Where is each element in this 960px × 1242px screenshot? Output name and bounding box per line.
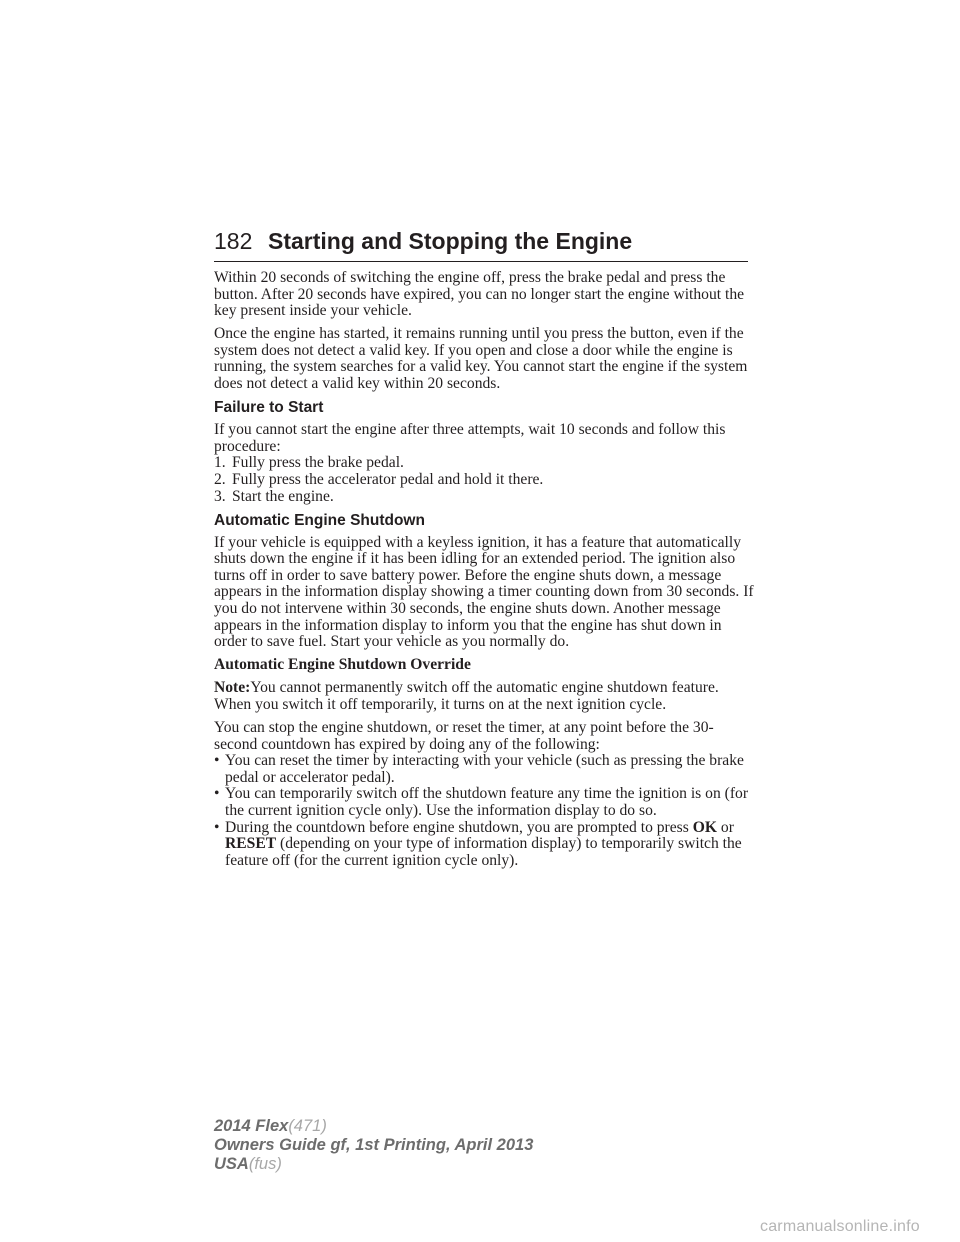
page-number: 182 xyxy=(214,228,253,254)
list-item xyxy=(214,455,754,472)
header-rule xyxy=(214,261,748,262)
bullet-icon: • xyxy=(214,752,220,770)
list-item xyxy=(214,786,754,819)
page-header xyxy=(214,228,748,262)
bullet-text-part: During the countdown before engine shutdown, you are prompted to press xyxy=(225,818,689,836)
list-item xyxy=(214,753,754,786)
step-text: Fully press the accelerator pedal and hold it there. xyxy=(232,470,544,488)
heading-automatic-engine-shutdown: Automatic Engine Shutdown xyxy=(214,511,425,529)
bullet-text: You can temporarily switch off the shutdown feature any time the ignition is on (for the current ignition cycle only). Use the information display to do so. xyxy=(225,785,749,820)
footer-line-model xyxy=(214,1117,533,1136)
ok-label: OK xyxy=(692,818,717,836)
failure-intro: If you cannot start the engine after three attempts, wait 10 seconds and follow this procedure: xyxy=(214,421,726,455)
note-label: Note: xyxy=(214,679,251,697)
watermark-link[interactable]: carmanualsonline.info xyxy=(760,1218,920,1235)
footer-line-market xyxy=(214,1155,533,1174)
paragraph-20-seconds: Within 20 seconds of switching the engine off, press the brake pedal and press the button. After 20 seconds have expired, you can no longer start the engine without the key present inside your vehicle. xyxy=(214,269,745,320)
override-options xyxy=(214,753,754,869)
list-item xyxy=(214,820,754,870)
paragraph-shutdown: If your vehicle is equipped with a keyless ignition, it has a feature that automatically shuts down the engine if it has been idling for an extended period. The ignition also turns off in order to save battery power. Before the engine shuts down, a message appears in the information display showing a timer counting down from 30 seconds. If you do not intervene within 30 seconds, the engine shuts down. Another message appears in the information display to inform you that the engine has shut down in order to save fuel. Start your vehicle as you normally do. xyxy=(214,533,754,651)
bullet-icon: • xyxy=(214,818,220,836)
bullet-text-part: or xyxy=(720,818,734,836)
bullet-text xyxy=(225,820,754,870)
procedure-steps xyxy=(214,455,754,505)
override-intro: You can stop the engine shutdown, or reset the timer, at any point before the 30-second countdown has expired by doing any of the following: xyxy=(214,719,714,753)
page-title: Starting and Stopping the Engine xyxy=(268,228,633,254)
print-footer xyxy=(214,1117,533,1174)
note-paragraph xyxy=(214,680,754,713)
bullet-text-part: (depending on your type of information display) to temporarily switch the feature off (for the current ignition cycle only). xyxy=(225,835,742,869)
paragraph-engine-running: Once the engine has started, it remains running until you press the button, even if the system does not detect a valid key. If you open and close a door while the engine is running, the system searches for a valid key. You cannot start the engine if the system does not detect a valid key within 20 seconds. xyxy=(214,325,748,393)
footer-code: (471) xyxy=(288,1117,327,1135)
step-number: 2. xyxy=(214,470,226,488)
footer-printing: Owners Guide gf, 1st Printing, April 2013 xyxy=(214,1136,534,1154)
bullet-icon: • xyxy=(214,785,220,803)
footer-market: USA xyxy=(214,1155,249,1173)
list-item xyxy=(214,489,754,506)
step-number: 1. xyxy=(214,454,226,472)
heading-shutdown-override: Automatic Engine Shutdown Override xyxy=(214,656,471,674)
step-text: Start the engine. xyxy=(232,487,334,505)
bullet-text: You can reset the timer by interacting with your vehicle (such as pressing the brake pedal or accelerator pedal). xyxy=(225,752,744,786)
step-number: 3. xyxy=(214,487,226,505)
footer-model: 2014 Flex xyxy=(214,1117,289,1135)
reset-label: RESET xyxy=(225,835,277,853)
footer-market-code: (fus) xyxy=(248,1155,282,1173)
page-body xyxy=(214,270,754,869)
list-item xyxy=(214,472,754,489)
step-text: Fully press the brake pedal. xyxy=(232,454,404,472)
heading-failure-to-start: Failure to Start xyxy=(214,399,324,417)
note-text: You cannot permanently switch off the automatic engine shutdown feature. When you switch it off temporarily, it turns on at the next ignition cycle. xyxy=(214,679,719,713)
